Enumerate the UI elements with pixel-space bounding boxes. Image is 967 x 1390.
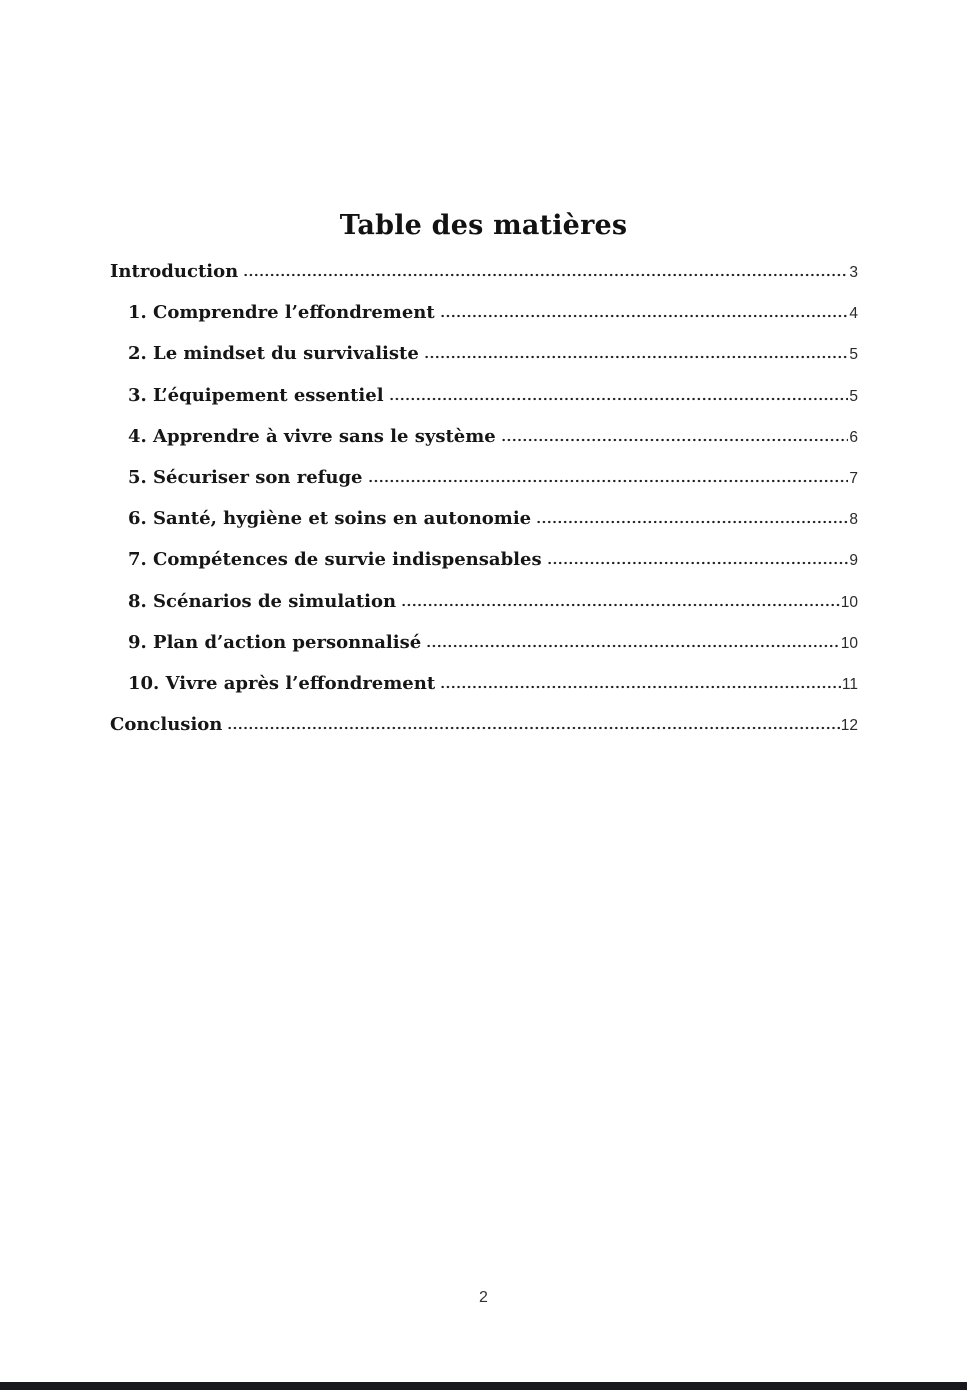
footer-page-number: 2 <box>479 1289 488 1306</box>
toc-entry-page-number: 5 <box>849 346 858 364</box>
dot-leader <box>389 397 849 401</box>
dot-leader <box>227 726 839 730</box>
dot-leader <box>536 520 848 524</box>
toc-entry[interactable] <box>110 251 858 292</box>
toc-entry[interactable] <box>110 539 858 580</box>
toc-entry-label: 7. Compétences de survie indispensables <box>128 549 542 571</box>
toc-entry[interactable] <box>110 622 858 663</box>
toc-entry-page-number: 5 <box>849 387 858 405</box>
toc-entry[interactable] <box>110 333 858 374</box>
toc-entry-label: 5. Sécuriser son refuge <box>128 466 363 488</box>
toc-entry-page-number: 3 <box>849 264 858 281</box>
dot-leader <box>440 314 849 318</box>
toc-entry-label: 10. Vivre après l’effondrement <box>128 672 436 694</box>
toc-entry-page-number: 12 <box>840 717 858 735</box>
toc-entry[interactable] <box>110 416 858 457</box>
toc-entry[interactable] <box>110 457 858 498</box>
toc-entry-label: 6. Santé, hygiène et soins en autonomie <box>128 508 532 530</box>
dot-leader <box>426 644 840 648</box>
dot-leader <box>440 685 841 689</box>
toc-entry-label: 3. L’équipement essentiel <box>128 384 384 406</box>
dot-leader <box>243 273 848 277</box>
toc-entry-page-number: 10 <box>840 593 858 611</box>
toc-entry-label: 8. Scénarios de simulation <box>128 590 397 612</box>
toc-entry-page-number: 8 <box>849 511 858 529</box>
table-of-contents <box>0 251 967 745</box>
toc-entry-page-number: 9 <box>849 552 858 570</box>
toc-entry-label: Conclusion <box>110 714 223 736</box>
toc-entry[interactable] <box>110 581 858 622</box>
bottom-edge-bar <box>0 1382 967 1390</box>
toc-entry-page-number: 6 <box>849 428 858 446</box>
toc-entry[interactable] <box>110 498 858 539</box>
toc-entry[interactable] <box>110 663 858 704</box>
page-title: Table des matières <box>339 210 628 241</box>
toc-entry-label: 1. Comprendre l’effondrement <box>128 302 435 324</box>
dot-leader <box>368 479 849 483</box>
toc-entry[interactable] <box>110 704 858 745</box>
toc-entry-page-number: 10 <box>840 634 858 652</box>
toc-entry-label: 2. Le mindset du survivaliste <box>128 343 419 365</box>
toc-entry-label: 9. Plan d’action personnalisé <box>128 631 422 653</box>
dot-leader <box>547 561 849 565</box>
toc-entry-label: 4. Apprendre à vivre sans le système <box>128 425 496 447</box>
toc-entry[interactable] <box>110 375 858 416</box>
dot-leader <box>401 603 840 607</box>
dot-leader <box>424 355 849 359</box>
toc-entry-page-number: 11 <box>841 675 858 693</box>
toc-entry-page-number: 7 <box>849 469 858 487</box>
dot-leader <box>501 438 849 442</box>
toc-entry-label: Introduction <box>110 261 239 282</box>
toc-entry[interactable] <box>110 292 858 333</box>
toc-entry-page-number: 4 <box>849 305 858 323</box>
